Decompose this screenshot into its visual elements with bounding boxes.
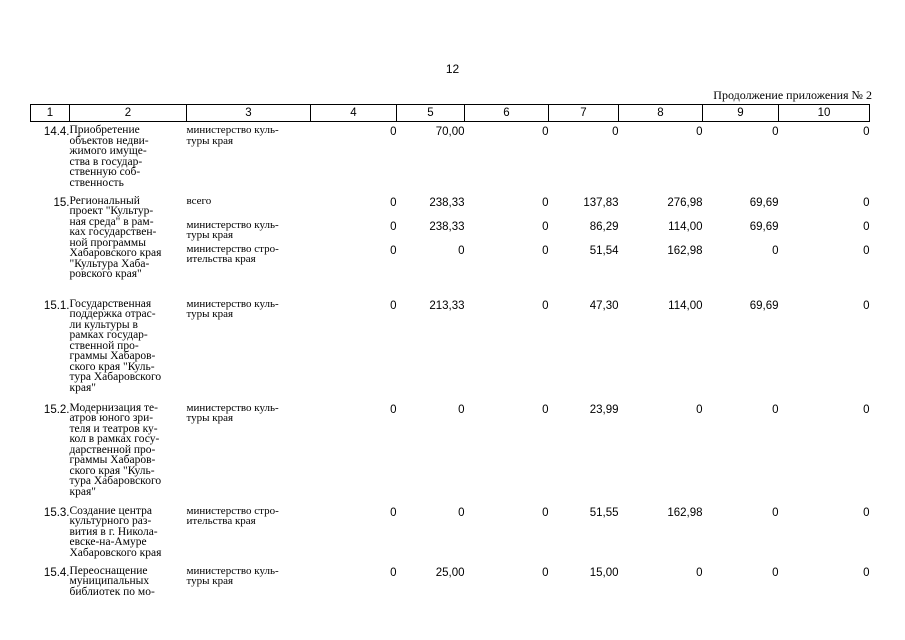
activity-name: Создание центра культурного раз- вития в г. Никола- евске-на-Амуре Хабаровского края (69, 504, 162, 559)
value-cell (311, 122, 397, 193)
activity-name: Региональный проект "Культур- ная среда" в рам- ках государствен- ной программы Хабаровского края "Культура Хаба- ровского края" (69, 194, 162, 280)
value-cell (311, 193, 397, 296)
row-number: 15.3. (43, 506, 70, 519)
column-header: 1 (31, 105, 70, 122)
executor-cell (187, 563, 311, 613)
numeric-value: 25,00 (435, 566, 465, 579)
value-cell (311, 400, 397, 503)
value-cell (619, 193, 703, 296)
column-header: 9 (703, 105, 779, 122)
table-row (31, 122, 870, 193)
row-number: 15.2. (43, 403, 70, 416)
numeric-value: 70,00 (435, 126, 465, 138)
value-cell (465, 563, 549, 613)
value-cell (397, 193, 465, 296)
column-header: 4 (311, 105, 397, 122)
numeric-value: 0 (542, 566, 549, 579)
value-cell (549, 503, 619, 563)
column-header: 7 (549, 105, 619, 122)
value-cell (619, 503, 703, 563)
table-row (31, 503, 870, 563)
row-number: 14.4. (43, 126, 70, 138)
column-header: 8 (619, 105, 703, 122)
numeric-value: 0 (542, 220, 549, 233)
executor-name: министерство куль- туры края (186, 401, 279, 424)
numeric-value: 162,98 (667, 244, 703, 257)
table-row (31, 563, 870, 613)
executor-cell (187, 193, 311, 296)
value-cell (703, 193, 779, 296)
value-cell (465, 296, 549, 400)
numeric-value: 0 (772, 566, 779, 579)
numeric-value: 276,98 (667, 196, 703, 209)
numeric-value: 0 (458, 244, 465, 257)
numeric-value: 0 (458, 403, 465, 416)
numeric-value: 114,00 (668, 299, 703, 312)
value-cell (703, 400, 779, 503)
activity-name: Государственная поддержка отрас- ли культуры в рамках государ- ственной про- граммы Хабаров- ского края "Куль- тура Хабаровского края" (69, 297, 162, 394)
value-cell (703, 122, 779, 193)
numeric-value: 0 (612, 126, 619, 138)
activity-name: Модернизация те- атров юного зри- теля и театров ку- кол в рамках госу- дарственной про- граммы Хабаров- ского края "Куль- тура Хабаровского края" (69, 401, 162, 498)
table-row (31, 296, 870, 400)
value-cell (549, 563, 619, 613)
executor-name: министерство стро- ительства края (186, 504, 279, 527)
appendix-continuation-note: Продолжение приложения № 2 (713, 88, 872, 102)
executor-name: министерство стро- ительства края (186, 242, 279, 265)
numeric-value: 0 (863, 403, 870, 416)
numeric-value: 137,83 (583, 196, 619, 209)
numeric-value: 51,54 (589, 244, 619, 257)
value-cell (465, 503, 549, 563)
numeric-value: 0 (390, 244, 397, 257)
column-header: 2 (70, 105, 187, 122)
value-cell (397, 400, 465, 503)
numeric-value: 0 (772, 403, 779, 416)
row-number: 15.4. (43, 566, 70, 579)
value-cell (779, 503, 870, 563)
row-number: 15.1. (43, 299, 70, 312)
value-cell (703, 563, 779, 613)
page-number: 12 (445, 62, 460, 76)
value-cell (549, 400, 619, 503)
numeric-value: 47,30 (589, 299, 619, 312)
numeric-value: 0 (390, 126, 397, 138)
value-cell (619, 296, 703, 400)
column-header: 6 (465, 105, 549, 122)
numeric-value: 86,29 (589, 220, 619, 233)
table-row (31, 400, 870, 503)
activity-name: Приобретение объектов недви- жимого имуще- ства в государ- ственную соб- ственность (69, 124, 149, 189)
numeric-value: 0 (390, 403, 397, 416)
executor-cell (187, 503, 311, 563)
value-cell (549, 122, 619, 193)
value-cell (619, 400, 703, 503)
numeric-value: 0 (390, 299, 397, 312)
value-cell (619, 563, 703, 613)
value-cell (397, 122, 465, 193)
row-number: 15. (53, 196, 70, 209)
numeric-value: 0 (696, 403, 703, 416)
numeric-value: 0 (863, 566, 870, 579)
value-cell (779, 122, 870, 193)
value-cell (779, 400, 870, 503)
numeric-value: 0 (863, 220, 870, 233)
value-cell (311, 296, 397, 400)
numeric-value: 162,98 (667, 506, 703, 519)
numeric-value: 0 (863, 196, 870, 209)
numeric-value: 0 (390, 506, 397, 519)
numeric-value: 238,33 (429, 196, 465, 209)
executor-cell (187, 122, 311, 193)
table-body (31, 122, 870, 613)
value-cell (465, 122, 549, 193)
value-cell (311, 563, 397, 613)
numeric-value: 0 (542, 403, 549, 416)
executor-cell (187, 296, 311, 400)
value-cell (549, 296, 619, 400)
numeric-value: 0 (542, 196, 549, 209)
table-row (31, 193, 870, 296)
numeric-value: 0 (863, 244, 870, 257)
value-cell (619, 122, 703, 193)
numeric-value: 0 (542, 506, 549, 519)
program-table (30, 104, 870, 613)
numeric-value: 0 (390, 220, 397, 233)
column-header: 5 (397, 105, 465, 122)
value-cell (397, 296, 465, 400)
value-cell (779, 296, 870, 400)
executor-name: министерство куль- туры края (186, 564, 279, 587)
value-cell (703, 296, 779, 400)
numeric-value: 0 (542, 299, 549, 312)
executor-name: министерство куль- туры края (186, 124, 279, 147)
executor-name: министерство куль- туры края (186, 218, 279, 241)
numeric-value: 51,55 (589, 506, 619, 519)
executor-name: всего (186, 194, 212, 207)
numeric-value: 69,69 (749, 220, 779, 233)
numeric-value: 69,69 (749, 299, 779, 312)
numeric-value: 0 (863, 506, 870, 519)
numeric-value: 0 (542, 126, 549, 138)
value-cell (465, 400, 549, 503)
value-cell (549, 193, 619, 296)
numeric-value: 0 (458, 506, 465, 519)
activity-name: Переоснащение муниципальных библиотек по мо- (69, 564, 155, 598)
value-cell (397, 563, 465, 613)
numeric-value: 0 (390, 566, 397, 579)
column-header: 3 (187, 105, 311, 122)
numeric-value: 23,99 (589, 403, 619, 416)
numeric-value: 0 (542, 244, 549, 257)
numeric-value: 0 (863, 299, 870, 312)
numeric-value: 213,33 (429, 299, 465, 312)
numeric-value: 0 (772, 126, 779, 138)
value-cell (311, 503, 397, 563)
value-cell (465, 193, 549, 296)
numeric-value: 0 (772, 506, 779, 519)
numeric-value: 15,00 (589, 566, 619, 579)
numeric-value: 0 (696, 126, 703, 138)
value-cell (779, 563, 870, 613)
numeric-value: 238,33 (429, 220, 465, 233)
value-cell (397, 503, 465, 563)
numeric-value: 114,00 (668, 220, 703, 233)
numeric-value: 0 (390, 196, 397, 209)
value-cell (703, 503, 779, 563)
numeric-value: 0 (863, 126, 870, 138)
value-cell (779, 193, 870, 296)
column-header: 10 (779, 105, 870, 122)
executor-cell (187, 400, 311, 503)
column-number-header-row (31, 105, 870, 122)
numeric-value: 0 (772, 244, 779, 257)
executor-name: министерство куль- туры края (186, 297, 279, 320)
numeric-value: 0 (696, 566, 703, 579)
numeric-value: 69,69 (749, 196, 779, 209)
